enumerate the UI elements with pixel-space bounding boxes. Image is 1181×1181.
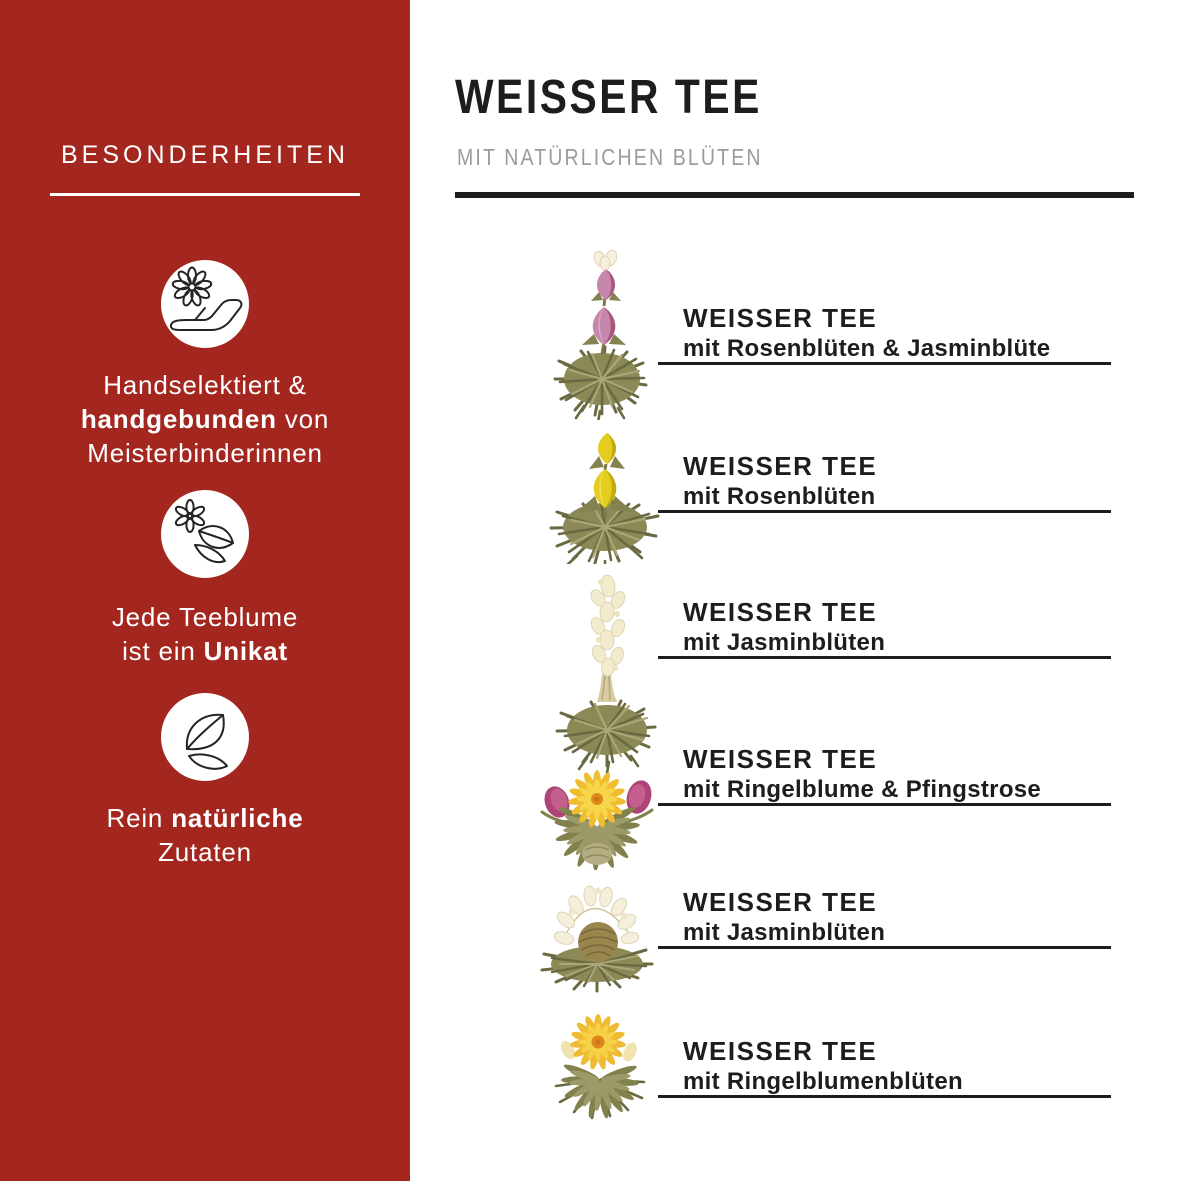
- feature-line: Jede Teeblume: [111, 602, 299, 632]
- product-photo-marigold-peony-tea-flower: [538, 766, 656, 870]
- feature-line: Handselektiert &: [103, 370, 307, 400]
- product-underline: [658, 362, 1111, 365]
- product-subtitle: mit Ringelblumenblüten: [683, 1068, 963, 1095]
- feature-badge-handmade: [161, 260, 249, 348]
- product-underline: [658, 510, 1111, 513]
- product-subtitle: mit Rosenblüten: [683, 483, 876, 510]
- feature-line: von: [276, 404, 330, 434]
- besonderheiten-sidebar: [0, 0, 410, 1181]
- product-item-marigold-peony: [683, 744, 1143, 804]
- product-title: WEISSER TEE: [683, 451, 878, 481]
- product-title: WEISSER TEE: [683, 1036, 878, 1066]
- flower-with-leaves-icon: [161, 490, 249, 578]
- leaves-icon: [161, 693, 249, 781]
- product-subtitle: mit Jasminblüten: [683, 919, 886, 946]
- product-photo-marigold-tea-flower: [550, 1010, 654, 1122]
- product-item-marigold: [683, 1036, 1143, 1096]
- product-subtitle: mit Rosenblüten & Jasminblüte: [683, 335, 1051, 362]
- feature-line-bold: natürliche: [171, 803, 304, 833]
- page-title: WEISSER TEE: [455, 71, 762, 124]
- product-title: WEISSER TEE: [683, 744, 878, 774]
- feature-line: Meisterbinderinnen: [87, 438, 323, 468]
- sidebar-title-underline: [50, 193, 360, 196]
- feature-line: Rein: [106, 803, 172, 833]
- product-subtitle: mit Ringelblume & Pfingstrose: [683, 776, 1042, 803]
- product-underline: [658, 946, 1111, 949]
- product-title: WEISSER TEE: [683, 303, 878, 333]
- feature-badge-natural: [161, 693, 249, 781]
- product-subtitle: mit Jasminblüten: [683, 629, 886, 656]
- feature-text-handmade: [0, 368, 410, 470]
- product-photo-rose-tea-flower: [545, 424, 665, 564]
- product-photo-jasmine-tea-flower: [551, 570, 665, 775]
- product-underline: [658, 1095, 1111, 1098]
- product-photo-jasmine-arch-tea-flower: [536, 876, 662, 994]
- header-rule: [455, 192, 1134, 198]
- product-item-rose-jasmine: [683, 303, 1143, 363]
- product-title: WEISSER TEE: [683, 887, 878, 917]
- sidebar-title: BESONDERHEITEN: [61, 141, 349, 169]
- feature-line: Zutaten: [158, 837, 252, 867]
- feature-line-bold: handgebunden: [80, 404, 277, 434]
- product-title: WEISSER TEE: [683, 597, 878, 627]
- product-item-jasmine: [683, 597, 1143, 657]
- product-photo-rose-jasmine-tea-flower: [548, 248, 658, 420]
- hand-with-flower-icon: [161, 260, 249, 348]
- product-item-rose: [683, 451, 1143, 511]
- feature-line-bold: Unikat: [203, 636, 288, 666]
- feature-text-natural: [0, 801, 410, 869]
- product-underline: [658, 803, 1111, 806]
- feature-line: ist ein: [122, 636, 204, 666]
- feature-badge-unique: [161, 490, 249, 578]
- product-underline: [658, 656, 1111, 659]
- product-item-jasmine-2: [683, 887, 1143, 947]
- page-subtitle: MIT NATÜRLICHEN BLÜTEN: [457, 144, 763, 170]
- feature-text-unique: [0, 600, 410, 668]
